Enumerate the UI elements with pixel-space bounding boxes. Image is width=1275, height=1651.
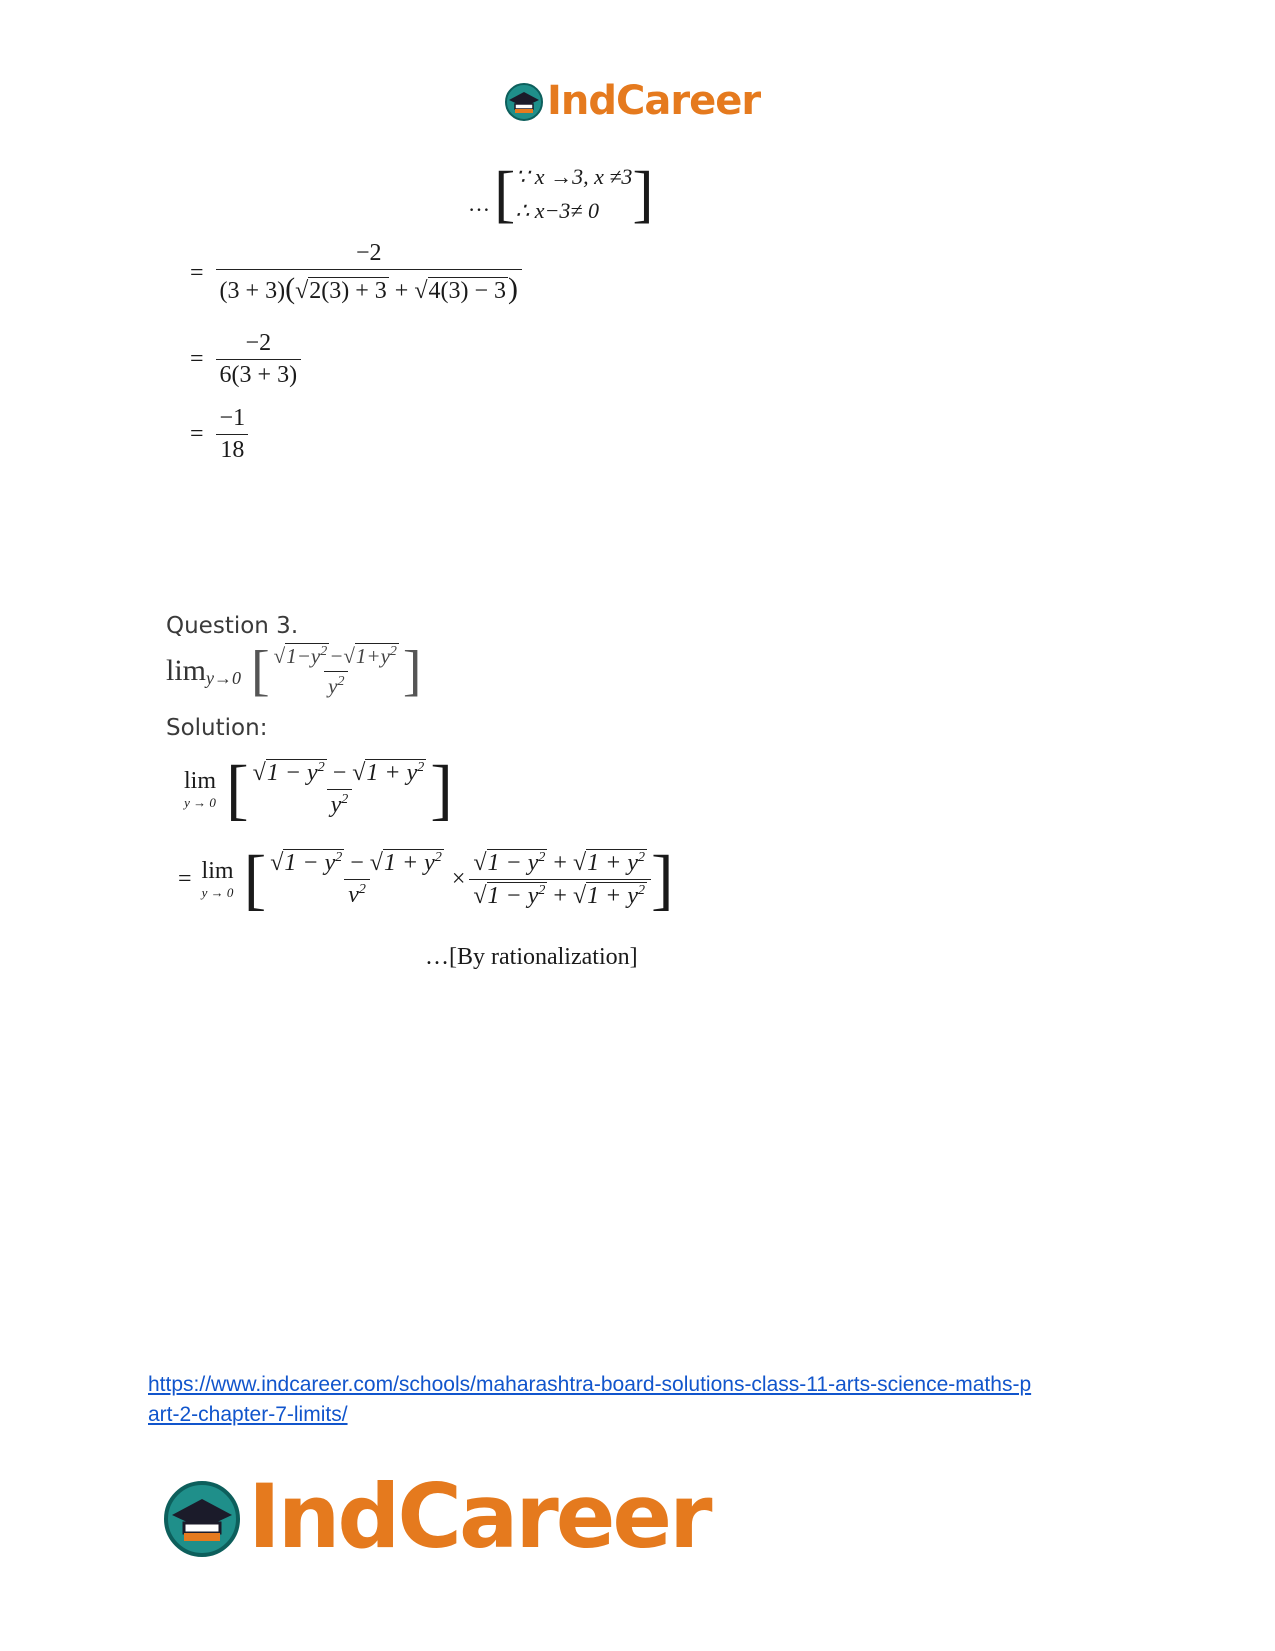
radicand-1: 2(3) + 3 bbox=[309, 278, 387, 304]
denominator: (3 + 3)(√2(3) + 3 + √4(3) − 3) bbox=[216, 269, 522, 306]
question-expression bbox=[166, 640, 422, 702]
limit bbox=[184, 768, 216, 811]
solution-heading: Solution: bbox=[166, 715, 268, 741]
radicand-a: $1-y^2$ bbox=[286, 644, 328, 668]
denominator: $y^2$ bbox=[324, 671, 348, 699]
denominator: 18 bbox=[216, 434, 248, 464]
brand-name: IndCareer bbox=[248, 1465, 710, 1568]
numerator: $√1-y^2-√1+y^2$ bbox=[273, 644, 397, 668]
condition-dots: … bbox=[468, 191, 490, 216]
fraction bbox=[216, 330, 302, 389]
limit bbox=[202, 858, 234, 901]
fraction bbox=[216, 405, 250, 464]
equals-sign: = bbox=[190, 346, 204, 372]
radicand-b: $1 + y^2$ bbox=[587, 849, 645, 876]
denominator: $y^2$ bbox=[327, 789, 353, 819]
numerator: −1 bbox=[219, 405, 246, 431]
rationalization-note: …[By rationalization] bbox=[425, 944, 638, 970]
solution-line-2 bbox=[178, 841, 674, 917]
right-bracket: ] bbox=[632, 158, 654, 229]
condition-line-1: ∵ x →3, x ≠3 bbox=[515, 164, 633, 189]
source-link[interactable] bbox=[148, 1370, 1031, 1430]
plus-sign: + bbox=[394, 278, 409, 304]
link-line-2: art-2-chapter-7-limits/ bbox=[148, 1403, 348, 1426]
equals-sign: = bbox=[190, 259, 204, 286]
denominator: $v^2$ bbox=[344, 879, 370, 909]
numerator: $√1 - y^2 - √1 + y^2$ bbox=[270, 850, 442, 876]
numerator: −2 bbox=[245, 330, 272, 356]
numerator: −2 bbox=[356, 240, 382, 266]
plus-sign: + bbox=[553, 882, 567, 909]
numerator: $√1 - y^2 - √1 + y^2$ bbox=[252, 760, 425, 786]
den-prefix: (3 + 3) bbox=[219, 278, 286, 304]
radicand-b: $1 + y^2$ bbox=[587, 882, 645, 909]
radicand-b: $1 + y^2$ bbox=[366, 760, 425, 786]
plus-sign: + bbox=[553, 849, 567, 876]
condition-note bbox=[468, 160, 654, 228]
step-3 bbox=[190, 405, 249, 464]
radicand-a: $1 - y^2$ bbox=[487, 882, 546, 909]
lim-label: lim bbox=[201, 857, 234, 884]
header-logo bbox=[503, 78, 760, 124]
minus-sign: − bbox=[350, 850, 364, 876]
minus-sign: − bbox=[329, 644, 344, 668]
left-bracket: [ bbox=[494, 158, 516, 229]
graduation-cap-globe-icon bbox=[503, 80, 545, 122]
denominator: 6(3 + 3) bbox=[216, 359, 302, 389]
graduation-cap-globe-icon bbox=[160, 1475, 244, 1559]
radicand-2: 4(3) − 3 bbox=[428, 278, 507, 304]
right-bracket: ] bbox=[402, 640, 422, 702]
question-heading: Question 3. bbox=[166, 613, 299, 639]
brand-name: IndCareer bbox=[547, 78, 761, 124]
footer-logo bbox=[160, 1465, 710, 1568]
left-bracket: [ bbox=[251, 640, 270, 702]
numerator: $√1 - y^2 + √1 + y^2$ bbox=[473, 849, 645, 876]
radicand-a: $1 - y^2$ bbox=[487, 849, 546, 876]
radicand-a: $1 - y^2$ bbox=[284, 850, 343, 876]
left-bracket: [ bbox=[243, 841, 267, 917]
minus-sign: − bbox=[332, 760, 347, 786]
step-2 bbox=[190, 330, 301, 389]
right-bracket: ] bbox=[430, 751, 453, 827]
fraction-1 bbox=[266, 849, 448, 909]
radicand-a: $1 - y^2$ bbox=[266, 760, 325, 786]
right-bracket: ] bbox=[650, 841, 674, 917]
fraction bbox=[249, 759, 431, 819]
left-bracket: [ bbox=[226, 751, 249, 827]
lim-subscript: y → 0 bbox=[184, 794, 216, 810]
lim-label: lim bbox=[184, 767, 217, 794]
lim-subscript: y→0 bbox=[206, 667, 242, 688]
radicand-b: $1 + y^2$ bbox=[383, 850, 442, 876]
link-line-1: https://www.indcareer.com/schools/maharashtra-board-solutions-class-11-arts-science-maths-p bbox=[148, 1373, 1032, 1396]
fraction bbox=[270, 643, 403, 699]
condition-line-2: ∴ x−3≠ 0 bbox=[515, 198, 599, 223]
fraction-2 bbox=[469, 849, 651, 910]
radicand-b: $1+y^2$ bbox=[355, 644, 397, 668]
denominator: $√1 - y^2 + √1 + y^2$ bbox=[469, 879, 651, 910]
equals-sign: = bbox=[190, 421, 204, 447]
lim-subscript: y → 0 bbox=[201, 884, 234, 900]
solution-line-1 bbox=[182, 751, 453, 827]
times-sign: × bbox=[451, 865, 466, 892]
fraction bbox=[216, 240, 522, 306]
equals-sign: = bbox=[178, 865, 192, 892]
step-1 bbox=[190, 240, 522, 306]
lim-label: lim bbox=[166, 654, 207, 687]
